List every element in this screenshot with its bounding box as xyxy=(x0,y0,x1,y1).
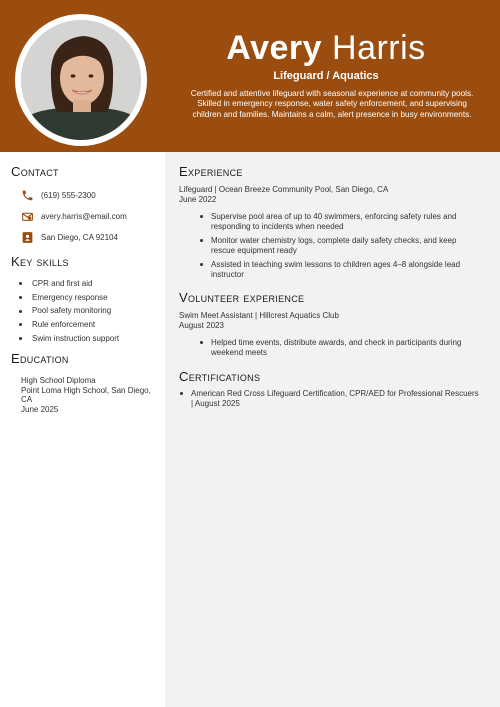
experience-job: Lifeguard | Ocean Breeze Community Pool, San Diego, CA xyxy=(179,185,389,194)
volunteer-heading: Volunteer experience xyxy=(179,290,305,305)
education-heading: Education xyxy=(11,351,69,366)
bullet-icon xyxy=(19,282,22,285)
certification-item xyxy=(179,389,479,408)
bullet-icon xyxy=(19,296,22,299)
volunteer-date: August 2023 xyxy=(179,321,224,330)
volunteer-bullet xyxy=(200,338,475,357)
bullet-icon xyxy=(200,215,203,218)
bullet-text: Assisted in teaching swim lessons to children ages 4–8 alongside lead instructor xyxy=(211,260,461,279)
education-entry xyxy=(21,376,161,414)
contact-heading: Contact xyxy=(11,164,59,179)
profile-summary: Certified and attentive lifeguard with seasonal experience at community pools. Skilled in emergency response, water safety enforcement, and supervising children and families. Maintains a calm, alert presence in busy environments. xyxy=(190,89,474,119)
skill-text: Emergency response xyxy=(32,292,108,302)
bullet-icon xyxy=(19,337,22,340)
bullet-text: Helped time events, distribute awards, and check in participants during weekend meets xyxy=(211,338,462,357)
first-name: Avery xyxy=(226,29,323,67)
contact-location xyxy=(20,229,118,245)
skill-item xyxy=(19,291,119,305)
skill-text: Pool safety monitoring xyxy=(32,306,112,316)
experience-date: June 2022 xyxy=(179,195,217,204)
job-role: Lifeguard / Aquatics xyxy=(273,70,379,82)
experience-bullet xyxy=(200,212,475,231)
education-school: Point Loma High School, San Diego, CA xyxy=(21,385,151,405)
certifications-heading: Certifications xyxy=(179,369,261,384)
skill-item xyxy=(19,304,119,318)
volunteer-job: Swim Meet Assistant | Hillcrest Aquatics Club xyxy=(179,311,339,320)
email-address[interactable]: avery.harris@email.com xyxy=(41,211,127,221)
bullet-icon xyxy=(19,323,22,326)
bullet-text: Supervise pool area of up to 40 swimmers, enforcing safety rules and responding to incidents when needed xyxy=(211,212,457,231)
education-degree: High School Diploma xyxy=(21,376,96,385)
experience-heading: Experience xyxy=(179,164,243,179)
email-icon xyxy=(20,209,34,223)
last-name: Harris xyxy=(332,29,426,67)
bullet-icon xyxy=(200,239,203,242)
bullet-text: Monitor water chemistry logs, complete daily safety checks, and keep rescue equipment ready xyxy=(211,236,457,255)
certification-text: American Red Cross Lifeguard Certification, CPR/AED for Professional Rescuers | August 2025 xyxy=(191,389,479,408)
experience-bullet xyxy=(200,236,475,255)
bullet-icon xyxy=(180,392,183,395)
phone-icon xyxy=(20,188,34,202)
contact-email xyxy=(20,208,127,224)
contact-phone xyxy=(20,187,96,203)
bullet-icon xyxy=(200,341,203,344)
location-icon xyxy=(20,230,34,244)
certifications-list xyxy=(179,389,479,408)
skills-heading: Key skills xyxy=(11,254,69,269)
volunteer-bullets xyxy=(200,338,475,362)
candidate-name xyxy=(165,28,487,68)
skill-item xyxy=(19,332,119,346)
phone-number: (619) 555-2300 xyxy=(41,190,96,200)
location-text: San Diego, CA 92104 xyxy=(41,232,118,242)
experience-bullets xyxy=(200,212,475,285)
skills-list xyxy=(19,277,119,346)
education-date: June 2025 xyxy=(21,404,59,414)
bullet-icon xyxy=(19,310,22,313)
profile-photo xyxy=(21,20,141,140)
skill-text: Swim instruction support xyxy=(32,333,120,343)
bullet-icon xyxy=(200,263,203,266)
experience-bullet xyxy=(200,260,475,279)
skill-text: Rule enforcement xyxy=(32,320,96,330)
skill-item xyxy=(19,318,119,332)
skill-item xyxy=(19,277,119,291)
skill-text: CPR and first aid xyxy=(32,279,93,288)
